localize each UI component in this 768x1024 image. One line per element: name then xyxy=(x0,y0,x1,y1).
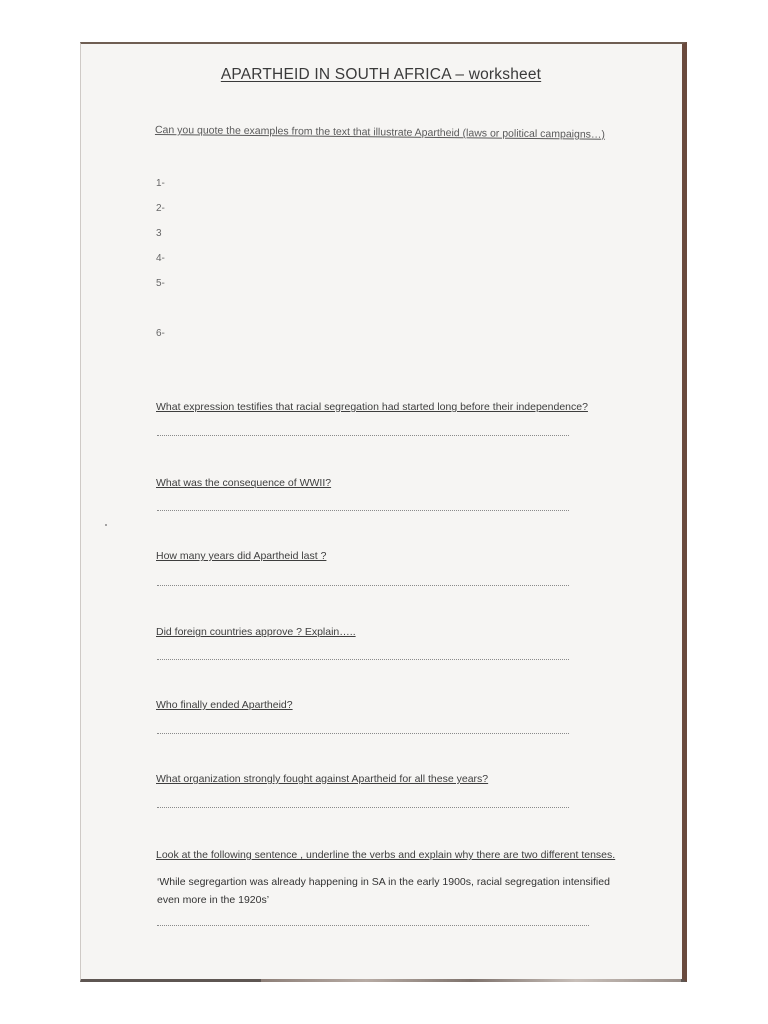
question-wwii: What was the consequence of WWII? xyxy=(156,477,332,489)
question-who-ended: Who finally ended Apartheid? xyxy=(156,699,293,711)
answer-line-3[interactable] xyxy=(157,585,569,586)
answer-number-4: 4- xyxy=(156,253,165,264)
intro-question: Can you quote the examples from the text that illustrate Apartheid (laws or political campaigns…) xyxy=(154,124,606,141)
answer-line-4[interactable] xyxy=(157,659,569,660)
answer-number-3: 3 xyxy=(156,228,162,239)
quote-sentence: ‘While segregartion was already happening in SA in the early 1900s, racial segregation intensified even more in the 1920s’ xyxy=(157,876,610,906)
answer-line-1[interactable] xyxy=(157,435,569,436)
question-foreign-countries: Did foreign countries approve ? Explain….. xyxy=(156,626,356,638)
scan-edge xyxy=(261,979,681,982)
scan-speck xyxy=(105,524,107,526)
answer-line-7[interactable] xyxy=(157,925,589,926)
answer-number-1: 1- xyxy=(156,178,165,189)
answer-number-2: 2- xyxy=(156,203,165,214)
answer-number-5: 5- xyxy=(156,278,165,289)
answer-line-5[interactable] xyxy=(157,733,569,734)
question-organization: What organization strongly fought against Apartheid for all these years? xyxy=(156,773,489,785)
worksheet-page xyxy=(80,42,687,982)
worksheet-title: APARTHEID IN SOUTH AFRICA – worksheet xyxy=(220,66,542,83)
answer-line-2[interactable] xyxy=(157,510,569,511)
question-years: How many years did Apartheid last ? xyxy=(156,550,327,562)
question-expression: What expression testifies that racial segregation had started long before their independence? xyxy=(156,401,588,413)
answer-number-6: 6- xyxy=(156,328,165,339)
question-tenses: Look at the following sentence , underline the verbs and explain why there are two different tenses. xyxy=(156,849,616,861)
answer-line-6[interactable] xyxy=(157,807,569,808)
